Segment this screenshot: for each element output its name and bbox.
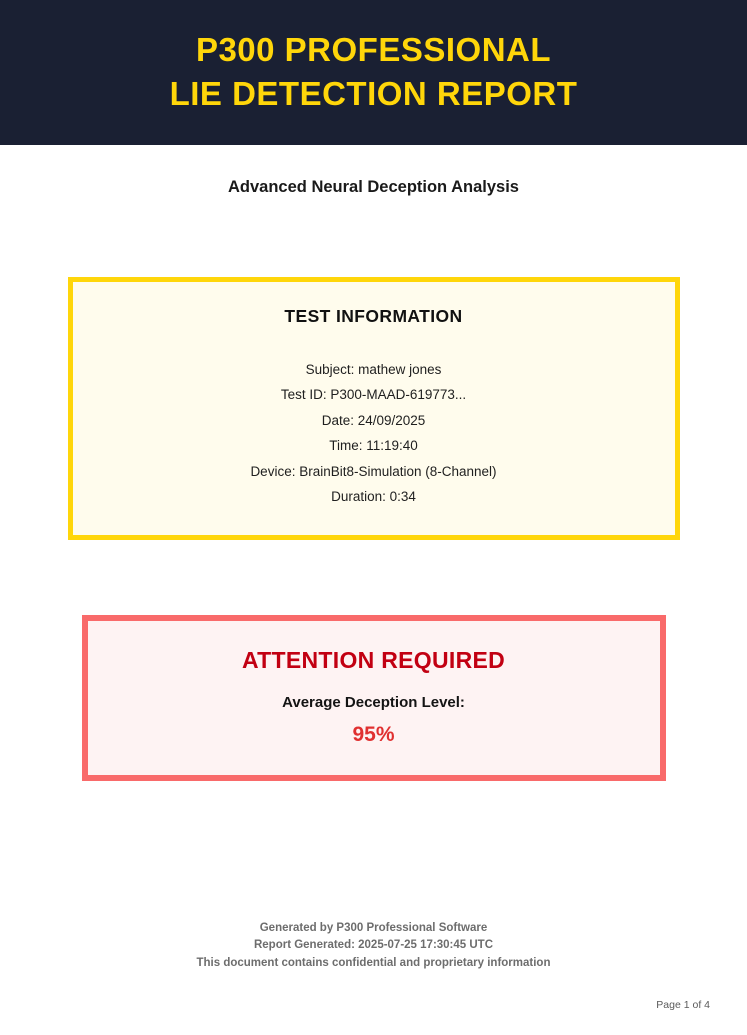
report-title-line-2: LIE DETECTION REPORT <box>169 74 578 112</box>
report-title-line-1: P300 PROFESSIONAL <box>195 31 552 68</box>
page-number: Page 1 of 4 <box>656 999 710 1011</box>
test-information-panel <box>68 277 680 540</box>
average-deception-level-label: Average Deception Level: <box>282 694 465 712</box>
footer-confidentiality-notice: This document contains confidential and proprietary information <box>196 957 551 970</box>
footer-generated-by: Generated by P300 Professional Software <box>259 921 488 934</box>
report-subtitle: Advanced Neural Deception Analysis <box>228 178 519 197</box>
test-information-title: TEST INFORMATION <box>284 306 463 327</box>
report-footer <box>0 920 747 973</box>
test-information-date: Date: 24/09/2025 <box>321 412 426 428</box>
test-information-device: Device: BrainBit8-Simulation (8-Channel) <box>250 463 497 479</box>
test-information-test-id: Test ID: P300-MAAD-619773... <box>280 387 467 403</box>
footer-report-generated: Report Generated: 2025-07-25 17:30:45 UTC <box>253 939 494 952</box>
attention-required-title: ATTENTION REQUIRED <box>241 647 506 674</box>
test-information-subject: Subject: mathew jones <box>305 362 442 378</box>
test-information-duration: Duration: 0:34 <box>331 488 416 504</box>
attention-required-panel <box>82 615 666 781</box>
average-deception-level-value: 95% <box>352 723 395 747</box>
report-header <box>0 0 747 145</box>
test-information-time: Time: 11:19:40 <box>329 438 418 454</box>
